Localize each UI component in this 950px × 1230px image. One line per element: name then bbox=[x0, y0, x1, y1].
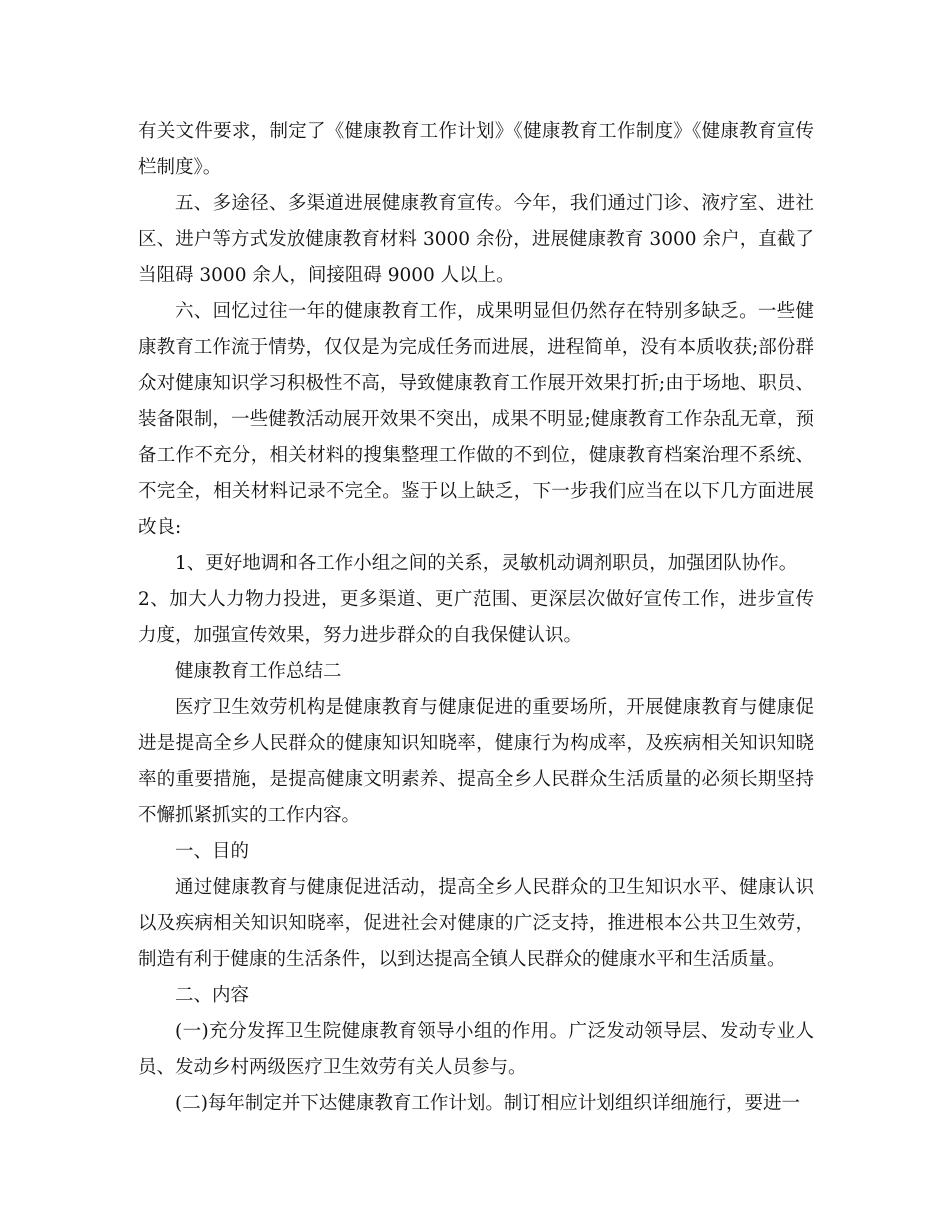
paragraph-9: 通过健康教育与健康促进活动，提高全乡人民群众的卫生知识水平、健康认识以及疾病相关知识知晓率，促进社会对健康的广泛支持，推进根本公共卫生效劳，制造有利于健康的生活条件，以到达提高全镇人民群众的健康水平和生活质量。 bbox=[138, 877, 814, 970]
subheading-content: 二、内容 bbox=[175, 985, 250, 1006]
paragraph-2: 五、多途径、多渠道进展健康教育宣传。今年，我们通过门诊、液疗室、进社区、进户等方式发放健康教育材料 3000 余份，进展健康教育 3000 余户，直截了当阻碍 3000 余人，间接阻碍 9000 人以上。 bbox=[138, 193, 814, 286]
paragraph-4: 1、更好地调和各工作小组之间的关系，灵敏机动调剂职员，加强团队协作。 bbox=[175, 553, 798, 574]
subheading-purpose: 一、目的 bbox=[175, 841, 250, 862]
section-heading: 健康教育工作总结二 bbox=[175, 661, 342, 682]
paragraph-7: 医疗卫生效劳机构是健康教育与健康促进的重要场所，开展健康教育与健康促进是提高全乡人民群众的健康知识知晓率，健康行为构成率，及疾病相关知识知晓率的重要措施，是提高健康文明素养、提高全乡人民群众生活质量的必须长期坚持不懈抓紧抓实的工作内容。 bbox=[138, 697, 814, 826]
paragraph-12: (二)每年制定并下达健康教育工作计划。制订相应计划组织详细施行，要进一 bbox=[175, 1093, 800, 1114]
paragraph-3: 六、回忆过往一年的健康教育工作，成果明显但仍然存在特别多缺乏。一些健康教育工作流于情势，仅仅是为完成任务而进展，进程简单，没有本质收获;部份群众对健康知识学习积极性不高，导致健康教育工作展开效果打折;由于场地、职员、装备限制，一些健教活动展开效果不突出，成果不明显;健康教育工作杂乱无章，预备工作不充分，相关材料的搜集整理工作做的不到位，健康教育档案治理不系统、不完全，相关材料记录不完全。鉴于以上缺乏，下一步我们应当在以下几方面进展改良: bbox=[138, 301, 814, 538]
paragraph-5: 2、加大人力物力投进，更多渠道、更广范围、更深层次做好宣传工作，进步宣传力度，加强宣传效果，努力进步群众的自我保健认识。 bbox=[138, 589, 814, 646]
document-body bbox=[138, 114, 814, 1122]
paragraph-1: 有关文件要求，制定了《健康教育工作计划》《健康教育工作制度》《健康教育宣传栏制度》。 bbox=[138, 121, 814, 178]
paragraph-11: (一)充分发挥卫生院健康教育领导小组的作用。广泛发动领导层、发动专业人员、发动乡村两级医疗卫生效劳有关人员参与。 bbox=[138, 1021, 814, 1078]
